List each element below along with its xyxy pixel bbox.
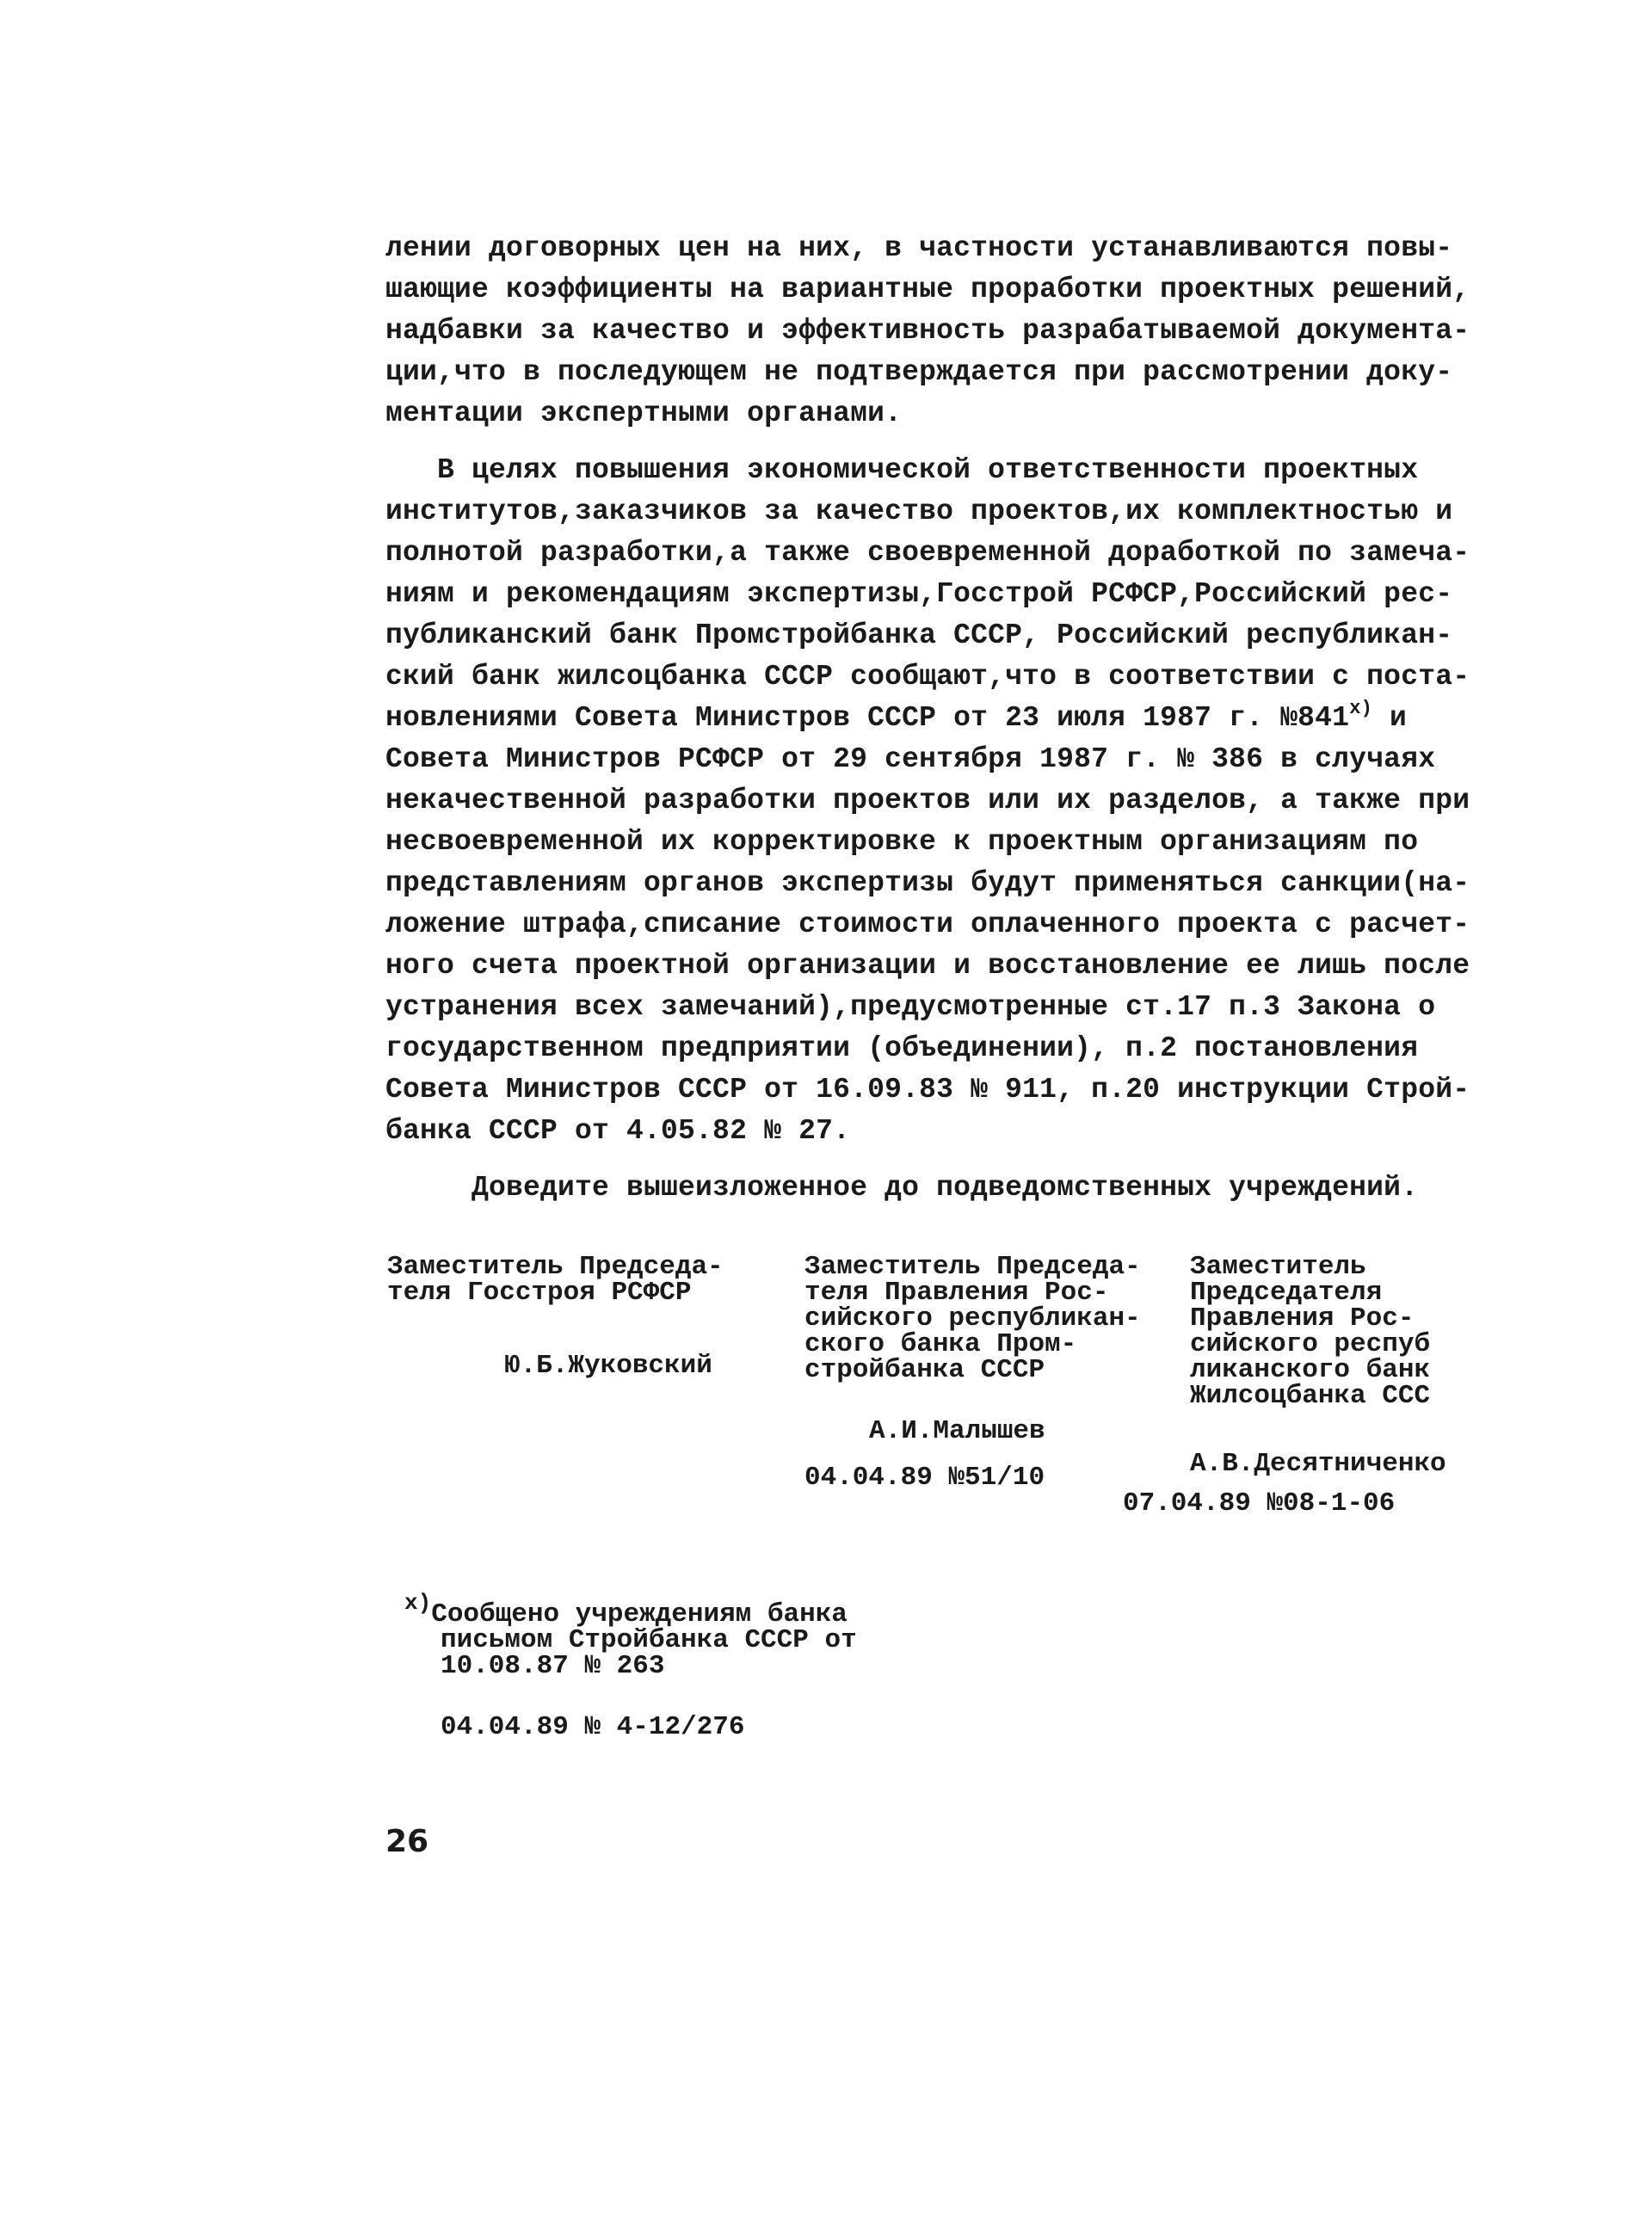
text-line: ский банк жилсоцбанка СССР сообщают,что в соответствии с поста-	[385, 661, 1470, 693]
text-line: ции,что в последующем не подтверждается при рассмотрении доку-	[385, 356, 1453, 388]
text-line: устранения всех замечаний),предусмотренные ст.17 п.3 Закона о	[385, 991, 1436, 1023]
text-segment: и	[1372, 702, 1408, 734]
text-line: лении договорных цен на них, в частности устанавливаются повы-	[385, 232, 1453, 264]
text-segment: новлениями Совета Министров СССР от 23 июля 1987 г. №841	[385, 702, 1350, 734]
signature-title-line: ского банка Пром-	[804, 1329, 1077, 1359]
paragraph-2	[385, 450, 1470, 1152]
text-line: публиканский банк Промстройбанка СССР, Российский республикан-	[385, 619, 1453, 651]
text-line: Совета Министров РСФСР от 29 сентября 1987 г. № 386 в случаях	[385, 743, 1436, 775]
footnote	[404, 1590, 857, 1681]
signatory-name-zhukovsky: Ю.Б.Жуковский	[504, 1351, 712, 1381]
text-line: несвоевременной их корректировке к проектным организациям по	[385, 826, 1419, 858]
signature-title-line: Председателя	[1190, 1278, 1383, 1308]
signatory-name-desyatnichenko: А.В.Десятниченко	[1190, 1449, 1446, 1479]
signature-title-line: Жилсоцбанка ССС	[1190, 1381, 1431, 1411]
signature-title-line: теля Правления Рос-	[804, 1278, 1109, 1308]
signature-date-number: 07.04.89 №08-1-06	[1123, 1488, 1396, 1519]
signature-title-line: стройбанка СССР	[804, 1355, 1045, 1385]
footnote-line: 10.08.87 № 263	[441, 1651, 665, 1681]
footnote-mark: x)	[404, 1590, 432, 1616]
text-line: банка СССР от 4.05.82 № 27.	[385, 1115, 851, 1147]
paragraph-3: Доведите вышеизложенное до подведомственных учреждений.	[385, 1172, 1419, 1204]
footnote-line	[404, 1590, 857, 1630]
signature-title-line: ликанского банк	[1190, 1355, 1431, 1385]
text-line: Совета Министров СССР от 16.09.83 № 911, п.20 инструкции Строй-	[385, 1074, 1470, 1106]
signature-date-number: 04.04.89 №51/10	[804, 1463, 1045, 1493]
signature-title-line: Правления Рос-	[1190, 1303, 1415, 1334]
text-line: полнотой разработки,а также своевременной доработкой по замеча-	[385, 537, 1470, 569]
signature-title-line: Заместитель Председа-	[387, 1252, 724, 1282]
text-line-with-footnote-ref	[385, 698, 1452, 739]
text-line: ментации экспертными органами.	[385, 397, 903, 429]
signature-title-line: теля Госстроя РСФСР	[387, 1278, 692, 1308]
footnote-line: письмом Стройбанка СССР от	[441, 1625, 857, 1655]
signatory-name-malyshev: А.И.Малышев	[869, 1416, 1045, 1446]
text-line: В целях повышения экономической ответственности проектных	[385, 454, 1419, 486]
text-line: представлениям органов экспертизы будут применяться санкции(на-	[385, 867, 1470, 899]
signature-block-promstroybank	[804, 1254, 1141, 1383]
letter-body	[385, 228, 1470, 1209]
text-line: ного счета проектной организации и восстановление ее лишь после	[385, 950, 1470, 982]
text-line: ложение штрафа,списание стоимости оплаченного проекта с расчет-	[385, 909, 1470, 940]
footnote-reference: x)	[1349, 698, 1372, 719]
signature-title-line: сийского респуб	[1190, 1329, 1431, 1359]
signature-title-line: Заместитель Председа-	[804, 1252, 1141, 1282]
footnote-text: Сообщено учреждениям банка	[431, 1599, 848, 1630]
paragraph-1	[385, 228, 1470, 434]
page-number: 26	[385, 1824, 429, 1859]
text-line: надбавки за качество и эффективность разрабатываемой документа-	[385, 315, 1470, 347]
signature-block-gosstroy	[387, 1254, 724, 1306]
text-line: ниям и рекомендациям экспертизы,Госстрой РСФСР,Российский рес-	[385, 578, 1453, 610]
text-line: некачественной разработки проектов или их разделов, а также при	[385, 785, 1470, 816]
text-line: шающие коэффициенты на вариантные проработки проектных решений,	[385, 274, 1470, 305]
signature-title-line: Заместитель	[1190, 1252, 1366, 1282]
signature-block-zhilsotsbank	[1190, 1254, 1430, 1409]
signature-title-line: сийского республикан-	[804, 1303, 1141, 1334]
footnote-date-number: 04.04.89 № 4-12/276	[441, 1712, 745, 1742]
text-line: институтов,заказчиков за качество проектов,их комплектностью и	[385, 496, 1453, 527]
text-line: государственном предприятии (объединении), п.2 постановления	[385, 1032, 1419, 1064]
